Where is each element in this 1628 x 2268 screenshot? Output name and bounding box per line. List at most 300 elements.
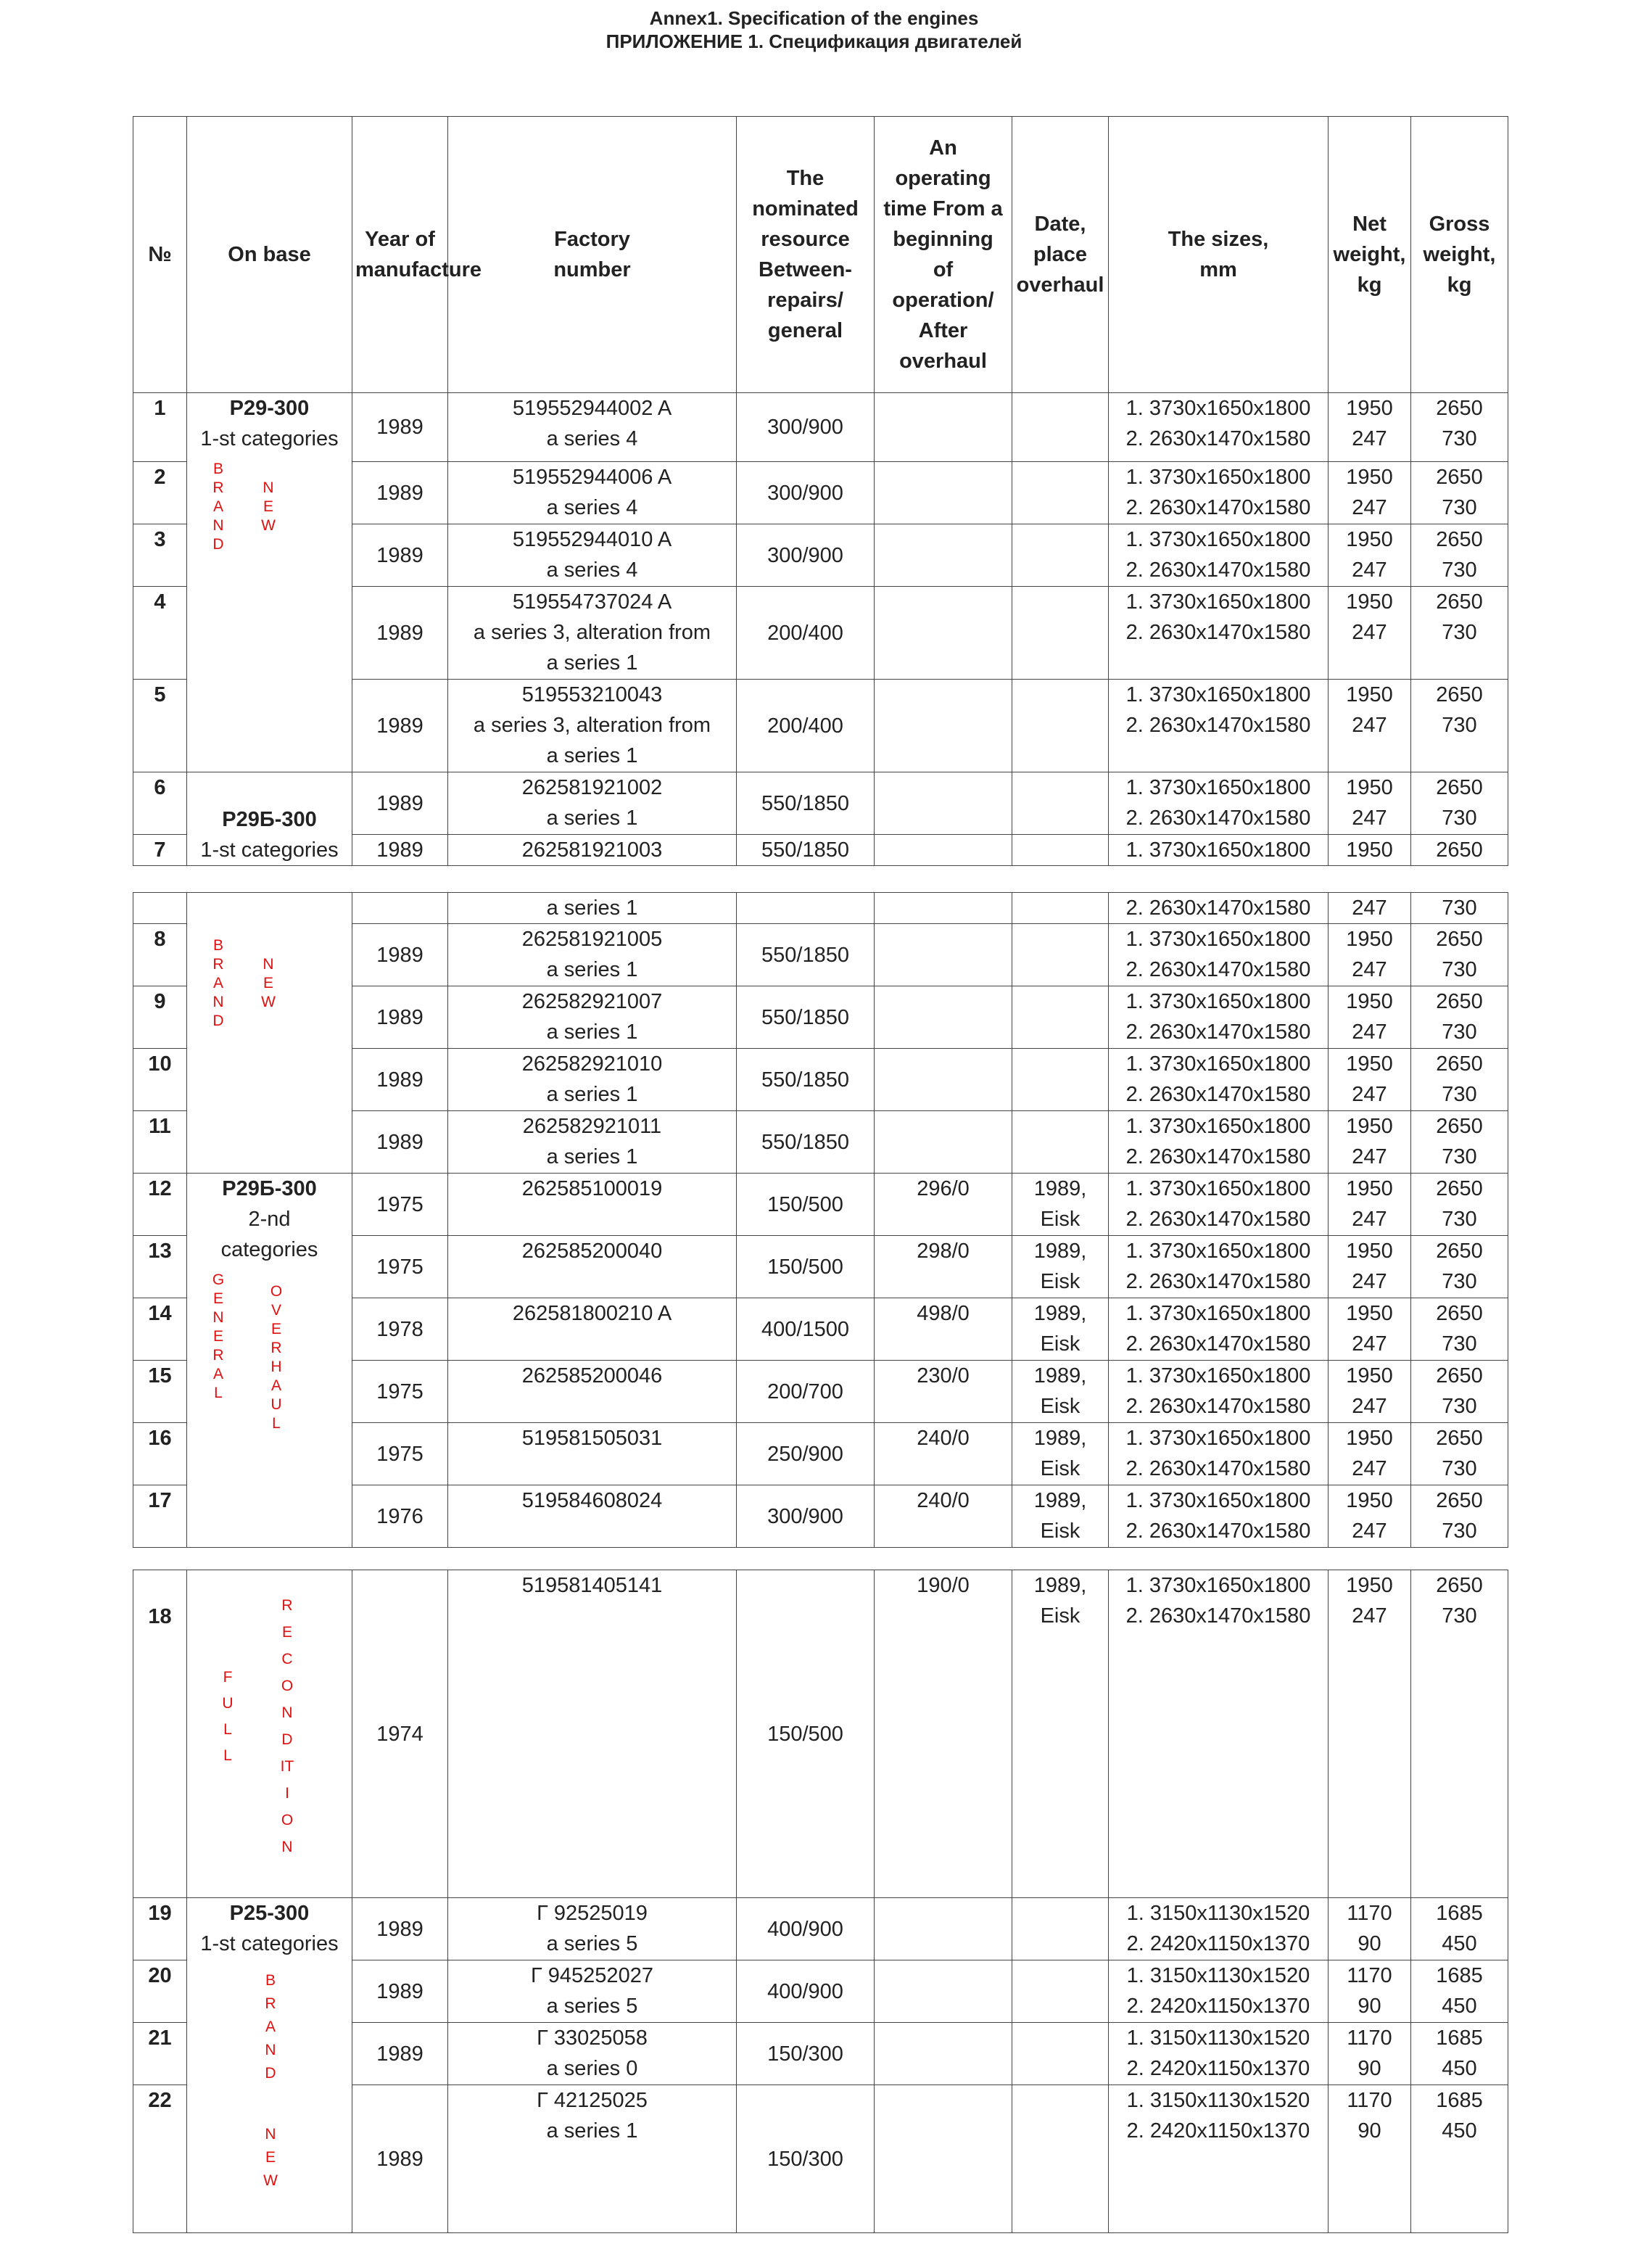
gross-cell: [1411, 2085, 1508, 2233]
resource-cell: 250/900: [737, 1423, 875, 1485]
table-row: [133, 1898, 1508, 1960]
net-2: 90: [1358, 1995, 1381, 2018]
status-label-new: N E W: [261, 479, 276, 534]
row-number: 3: [133, 524, 187, 587]
row-number: 18: [133, 1570, 187, 1898]
resource-cell: 550/1850: [737, 835, 875, 866]
operating-cell: 230/0: [875, 1361, 1012, 1423]
gross-2: 450: [1442, 2057, 1477, 2080]
status-label-brand: B R A N D: [212, 461, 224, 553]
year-cell: 1974: [352, 1570, 448, 1898]
header-resource: The nominated resource Between-repairs/ general: [737, 117, 875, 393]
factory-cell: [448, 393, 737, 462]
sizes-cell: [1109, 587, 1329, 680]
net-2: 247: [1352, 621, 1387, 644]
series: a series 5: [546, 1932, 638, 1955]
resource-cell: 550/1850: [737, 1049, 875, 1111]
net-2: 247: [1352, 807, 1387, 830]
resource-cell: 150/300: [737, 2085, 875, 2233]
date-cell: [1012, 462, 1109, 524]
series: a series 3, alteration from: [473, 714, 711, 737]
gross-cell: [1411, 1361, 1508, 1423]
overhaul-date: 1989,: [1033, 1240, 1087, 1263]
operating-cell: [875, 524, 1012, 587]
year-cell: 1989: [352, 772, 448, 835]
date-cell: [1012, 1174, 1109, 1236]
size-1: 1. 3730x1650x1800: [1125, 776, 1311, 799]
gross-1: 1685: [1436, 2089, 1483, 2112]
net-1: 1950: [1346, 1240, 1393, 1263]
year-cell: 1976: [352, 1485, 448, 1548]
size-1: 1. 3730x1650x1800: [1125, 397, 1311, 420]
size-1: 1. 3730x1650x1800: [1125, 1364, 1311, 1387]
gross-1: 2650: [1436, 1574, 1483, 1597]
overhaul-place: Eisk: [1040, 1604, 1080, 1628]
factory-cell: [448, 986, 737, 1049]
size-2: 2. 2630x1470x1580: [1125, 621, 1311, 644]
gross-cell: [1411, 1049, 1508, 1111]
series: a series 5: [546, 1995, 638, 2018]
status-label-new: N E W: [261, 956, 276, 1010]
gross-2: 450: [1442, 1932, 1477, 1955]
resource-cell: [737, 893, 875, 924]
year-cell: 1989: [352, 924, 448, 986]
net-cell: [1329, 587, 1411, 680]
resource-cell: 200/700: [737, 1361, 875, 1423]
overhaul-date: 1989,: [1033, 1177, 1087, 1200]
factory-cell: 519581505031: [448, 1423, 737, 1485]
net-cell: [1329, 772, 1411, 835]
engine-model: Р25-300: [229, 1902, 310, 1925]
date-cell: [1012, 1111, 1109, 1174]
operating-cell: 498/0: [875, 1298, 1012, 1361]
gross-cell: [1411, 1960, 1508, 2023]
overhaul-date: 1989,: [1033, 1364, 1087, 1387]
gross-2: 730: [1442, 558, 1477, 582]
gross-cell: [1411, 1570, 1508, 1898]
gross-cell: [1411, 1485, 1508, 1548]
factory-cell: [448, 1960, 737, 2023]
factory-cell: 519584608024: [448, 1485, 737, 1548]
sizes-cell: 2. 2630x1470x1580: [1109, 893, 1329, 924]
factory-cell: [448, 524, 737, 587]
overhaul-date: 1989,: [1033, 1489, 1087, 1512]
net-1: 1170: [1347, 2026, 1392, 2050]
date-cell: [1012, 524, 1109, 587]
header-row: [133, 117, 1508, 393]
document-title-en: Annex1. Specification of the engines: [649, 7, 979, 29]
factory-number: 262582921011: [522, 1115, 662, 1138]
net-2: 90: [1358, 1932, 1381, 1955]
sizes-cell: [1109, 1111, 1329, 1174]
gross-1: 2650: [1436, 1302, 1483, 1325]
net-1: 1170: [1347, 2089, 1392, 2112]
net-cell: [1329, 524, 1411, 587]
resource-cell: 300/900: [737, 524, 875, 587]
date-cell: [1012, 1570, 1109, 1898]
gross-cell: [1411, 680, 1508, 772]
operating-cell: [875, 986, 1012, 1049]
size-1: 1. 3730x1650x1800: [1125, 1427, 1311, 1450]
gross-1: 1685: [1436, 2026, 1483, 2050]
engine-spec-table-part-3: [133, 1570, 1508, 2233]
factory-cell: [448, 2085, 737, 2233]
factory-cell: [448, 680, 737, 772]
overhaul-place: Eisk: [1040, 1270, 1080, 1293]
series: a series 1: [546, 2119, 638, 2143]
date-cell: [1012, 924, 1109, 986]
net-2: 247: [1352, 958, 1387, 981]
row-number: 21: [133, 2023, 187, 2085]
net-1: 1950: [1346, 1489, 1393, 1512]
size-1: 1. 3150x1130x1520: [1126, 1964, 1310, 1987]
operating-cell: [875, 1898, 1012, 1960]
sizes-cell: [1109, 1174, 1329, 1236]
year-cell: 1975: [352, 1174, 448, 1236]
row-number: 22: [133, 2085, 187, 2233]
factory-cell: [448, 1111, 737, 1174]
factory-cell: 519581405141: [448, 1570, 737, 1898]
net-cell: [1329, 462, 1411, 524]
header-factory: Factory number: [448, 117, 737, 393]
factory-cell: [448, 462, 737, 524]
size-2: 2. 2630x1470x1580: [1125, 807, 1311, 830]
gross-1: 2650: [1436, 466, 1483, 489]
sizes-cell: [1109, 1423, 1329, 1485]
factory-cell: [448, 1898, 737, 1960]
net-cell: [1329, 1898, 1411, 1960]
gross-1: 2650: [1436, 528, 1483, 551]
factory-cell: [448, 772, 737, 835]
factory-cell: 262585200046: [448, 1361, 737, 1423]
header-gross: Gross weight, kg: [1411, 117, 1508, 393]
net-1: 1950: [1346, 776, 1393, 799]
size-1: 1. 3730x1650x1800: [1125, 1115, 1311, 1138]
date-cell: [1012, 1485, 1109, 1548]
factory-cell: [448, 587, 737, 680]
engine-model: Р29Б-300: [222, 808, 317, 831]
sizes-cell: [1109, 393, 1329, 462]
net-2: 247: [1352, 1208, 1387, 1231]
size-2: 2. 2630x1470x1580: [1125, 1145, 1311, 1168]
net-1: 1950: [1346, 466, 1393, 489]
row-number: 8: [133, 924, 187, 986]
overhaul-place: Eisk: [1040, 1457, 1080, 1480]
sizes-cell: [1109, 462, 1329, 524]
net-2: 247: [1352, 1395, 1387, 1418]
date-cell: [1012, 587, 1109, 680]
factory-number: 262582921010: [521, 1052, 663, 1076]
net-cell: [1329, 2023, 1411, 2085]
net-cell: [1329, 986, 1411, 1049]
header-net: Net weight, kg: [1329, 117, 1411, 393]
row-number: 11: [133, 1111, 187, 1174]
date-cell: [1012, 893, 1109, 924]
group-cell-4: [187, 1174, 352, 1548]
factory-number: Г 42125025: [537, 2089, 648, 2112]
factory-number: 519553210043: [521, 683, 663, 706]
net-1: 1950: [1346, 1302, 1393, 1325]
size-1: 1. 3730x1650x1800: [1125, 1489, 1311, 1512]
gross-cell: [1411, 393, 1508, 462]
gross-2: 450: [1442, 2119, 1477, 2143]
factory-number: 262581921005: [521, 928, 663, 951]
date-cell: [1012, 393, 1109, 462]
gross-2: 730: [1442, 958, 1477, 981]
overhaul-place: Eisk: [1040, 1208, 1080, 1231]
resource-cell: 150/500: [737, 1570, 875, 1898]
gross-cell: [1411, 524, 1508, 587]
size-1: 1. 3730x1650x1800: [1125, 683, 1311, 706]
header-base: On base: [187, 117, 352, 393]
gross-2: 730: [1442, 1332, 1477, 1356]
factory-number: Г 33025058: [537, 2026, 648, 2050]
year-cell: 1989: [352, 1898, 448, 1960]
group-cell-2: [187, 772, 352, 866]
net-cell: [1329, 1423, 1411, 1485]
net-1: 1950: [1346, 1364, 1393, 1387]
factory-number: 262582921007: [521, 990, 663, 1013]
size-1: 1. 3730x1650x1800: [1125, 990, 1311, 1013]
net-cell: [1329, 1485, 1411, 1548]
status-label-full: F U L L: [222, 1669, 234, 1764]
operating-cell: 296/0: [875, 1174, 1012, 1236]
resource-cell: 400/900: [737, 1960, 875, 2023]
size-1: 1. 3730x1650x1800: [1125, 1574, 1311, 1597]
net-cell: 1950: [1329, 835, 1411, 866]
group-cell-6: [187, 1898, 352, 2233]
series: a series 4: [546, 427, 638, 450]
operating-cell: [875, 393, 1012, 462]
sizes-cell: [1109, 1236, 1329, 1298]
gross-2: 730: [1442, 1519, 1477, 1543]
size-2: 2. 2630x1470x1580: [1125, 427, 1311, 450]
gross-cell: [1411, 986, 1508, 1049]
size-2: 2. 2630x1470x1580: [1125, 1208, 1311, 1231]
series: a series 1: [546, 807, 638, 830]
gross-1: 2650: [1436, 397, 1483, 420]
year-cell: 1975: [352, 1236, 448, 1298]
sizes-cell: [1109, 1298, 1329, 1361]
size-1: 1. 3150x1130x1520: [1126, 1902, 1310, 1925]
sizes-cell: [1109, 1570, 1329, 1898]
size-1: 1. 3730x1650x1800: [1125, 1302, 1311, 1325]
row-number: 2: [133, 462, 187, 524]
operating-cell: [875, 680, 1012, 772]
resource-cell: 550/1850: [737, 1111, 875, 1174]
gross-2: 730: [1442, 807, 1477, 830]
size-2: 2. 2630x1470x1580: [1125, 496, 1311, 519]
factory-cell: [448, 924, 737, 986]
engine-spec-table-part-1: [133, 116, 1508, 866]
header-sizes: The sizes, mm: [1109, 117, 1329, 393]
series-from: a series 1: [546, 744, 638, 767]
resource-cell: 150/500: [737, 1236, 875, 1298]
series: a series 1: [546, 1020, 638, 1044]
row-number: 10: [133, 1049, 187, 1111]
engine-category: 1-st categories: [200, 1932, 339, 1955]
factory-cell: 262581800210 A: [448, 1298, 737, 1361]
factory-cell: a series 1: [448, 893, 737, 924]
net-cell: [1329, 1298, 1411, 1361]
gross-2: 450: [1442, 1995, 1477, 2018]
date-cell: [1012, 1236, 1109, 1298]
resource-cell: 550/1850: [737, 924, 875, 986]
series: a series 1: [546, 958, 638, 981]
net-2: 247: [1352, 1604, 1387, 1628]
gross-2: 730: [1442, 621, 1477, 644]
gross-cell: [1411, 924, 1508, 986]
gross-cell: [1411, 1423, 1508, 1485]
resource-cell: 550/1850: [737, 986, 875, 1049]
net-2: 247: [1352, 1020, 1387, 1044]
sizes-cell: [1109, 1361, 1329, 1423]
series: a series 1: [546, 1083, 638, 1106]
sizes-cell: [1109, 924, 1329, 986]
size-1: 1. 3730x1650x1800: [1125, 1177, 1311, 1200]
size-2: 2. 2630x1470x1580: [1125, 558, 1311, 582]
row-number: 15: [133, 1361, 187, 1423]
sizes-cell: [1109, 680, 1329, 772]
factory-cell: [448, 2023, 737, 2085]
operating-cell: [875, 2023, 1012, 2085]
status-label-general: G E N E R A L: [212, 1271, 225, 1401]
size-2: 2. 2420x1150x1370: [1126, 2057, 1310, 2080]
net-2: 247: [1352, 1145, 1387, 1168]
net-1: 1950: [1346, 1574, 1393, 1597]
net-1: 1950: [1346, 928, 1393, 951]
series: a series 4: [546, 558, 638, 582]
table-row: [133, 1174, 1508, 1236]
gross-1: 2650: [1436, 1052, 1483, 1076]
gross-2: 730: [1442, 1083, 1477, 1106]
engine-category: 1-st categories: [200, 838, 339, 862]
operating-cell: [875, 1049, 1012, 1111]
gross-2: 730: [1442, 1457, 1477, 1480]
year-cell: 1989: [352, 2085, 448, 2233]
status-label-brand: B R A N D: [212, 937, 224, 1029]
net-2: 247: [1352, 558, 1387, 582]
size-2: 2. 2630x1470x1580: [1125, 958, 1311, 981]
resource-cell: 400/1500: [737, 1298, 875, 1361]
sizes-cell: [1109, 2023, 1329, 2085]
year-cell: 1989: [352, 2023, 448, 2085]
row-number: 7: [133, 835, 187, 866]
header-operating: An operating time From a beginning of operation/ After overhaul: [875, 117, 1012, 393]
resource-cell: 300/900: [737, 1485, 875, 1548]
row-number: 12: [133, 1174, 187, 1236]
gross-1: 2650: [1436, 1364, 1483, 1387]
net-2: 247: [1352, 1457, 1387, 1480]
net-2: 247: [1352, 1332, 1387, 1356]
net-2: 247: [1352, 1519, 1387, 1543]
date-cell: [1012, 2023, 1109, 2085]
series: a series 0: [546, 2057, 638, 2080]
size-2: 2. 2630x1470x1580: [1125, 1519, 1311, 1543]
size-2: 2. 2420x1150x1370: [1126, 1995, 1310, 2018]
net-cell: [1329, 1174, 1411, 1236]
sizes-cell: [1109, 772, 1329, 835]
date-cell: [1012, 1361, 1109, 1423]
factory-number: 519552944006 A: [512, 466, 672, 489]
date-cell: [1012, 835, 1109, 866]
status-label-overhaul: O V E R H A U L: [270, 1283, 283, 1432]
sizes-cell: [1109, 1898, 1329, 1960]
year-cell: [352, 893, 448, 924]
group-cell-5: [187, 1570, 352, 1898]
document-title-ru: ПРИЛОЖЕНИЕ 1. Спецификация двигателей: [606, 30, 1022, 52]
net-cell: [1329, 1960, 1411, 2023]
net-cell: [1329, 1049, 1411, 1111]
factory-cell: 262585200040: [448, 1236, 737, 1298]
size-2: 2. 2630x1470x1580: [1125, 714, 1311, 737]
gross-cell: [1411, 2023, 1508, 2085]
net-2: 247: [1352, 1270, 1387, 1293]
gross-1: 2650: [1436, 928, 1483, 951]
gross-1: 2650: [1436, 590, 1483, 614]
date-cell: [1012, 1049, 1109, 1111]
table-row: [133, 393, 1508, 462]
date-cell: [1012, 1898, 1109, 1960]
size-2: 2. 2630x1470x1580: [1125, 1457, 1311, 1480]
gross-1: 1685: [1436, 1964, 1483, 1987]
size-1: 1. 3730x1650x1800: [1125, 928, 1311, 951]
size-2: 2. 2420x1150x1370: [1126, 1932, 1310, 1955]
gross-2: 730: [1442, 1604, 1477, 1628]
status-label-new: N E W: [263, 2126, 278, 2189]
size-2: 2. 2630x1470x1580: [1125, 1083, 1311, 1106]
gross-1: 2650: [1436, 1177, 1483, 1200]
resource-cell: 150/300: [737, 2023, 875, 2085]
row-number: 16: [133, 1423, 187, 1485]
net-2: 90: [1358, 2119, 1381, 2143]
date-cell: [1012, 680, 1109, 772]
net-1: 1950: [1346, 1115, 1393, 1138]
size-1: 1. 3730x1650x1800: [1125, 1240, 1311, 1263]
gross-2: 730: [1442, 714, 1477, 737]
series: a series 4: [546, 496, 638, 519]
gross-cell: [1411, 1174, 1508, 1236]
date-cell: [1012, 1960, 1109, 2023]
sizes-cell: 1. 3730x1650x1800: [1109, 835, 1329, 866]
operating-cell: 298/0: [875, 1236, 1012, 1298]
gross-1: 2650: [1436, 776, 1483, 799]
date-cell: [1012, 1423, 1109, 1485]
gross-cell: [1411, 1898, 1508, 1960]
resource-cell: 550/1850: [737, 772, 875, 835]
row-number: 14: [133, 1298, 187, 1361]
size-1: 1. 3730x1650x1800: [1125, 590, 1311, 614]
net-cell: [1329, 1111, 1411, 1174]
gross-2: 730: [1442, 496, 1477, 519]
year-cell: 1989: [352, 393, 448, 462]
gross-cell: [1411, 1298, 1508, 1361]
net-1: 1950: [1346, 397, 1393, 420]
factory-cell: 262585100019: [448, 1174, 737, 1236]
sizes-cell: [1109, 2085, 1329, 2233]
factory-number: 519554737024 A: [512, 590, 672, 614]
row-number: 13: [133, 1236, 187, 1298]
factory-number: 519552944010 A: [512, 528, 672, 551]
gross-1: 2650: [1436, 1240, 1483, 1263]
overhaul-place: Eisk: [1040, 1519, 1080, 1543]
gross-cell: [1411, 1111, 1508, 1174]
net-2: 247: [1352, 496, 1387, 519]
factory-number: 519552944002 A: [512, 397, 672, 420]
series-from: a series 1: [546, 651, 638, 675]
year-cell: 1989: [352, 1111, 448, 1174]
net-1: 1950: [1346, 683, 1393, 706]
